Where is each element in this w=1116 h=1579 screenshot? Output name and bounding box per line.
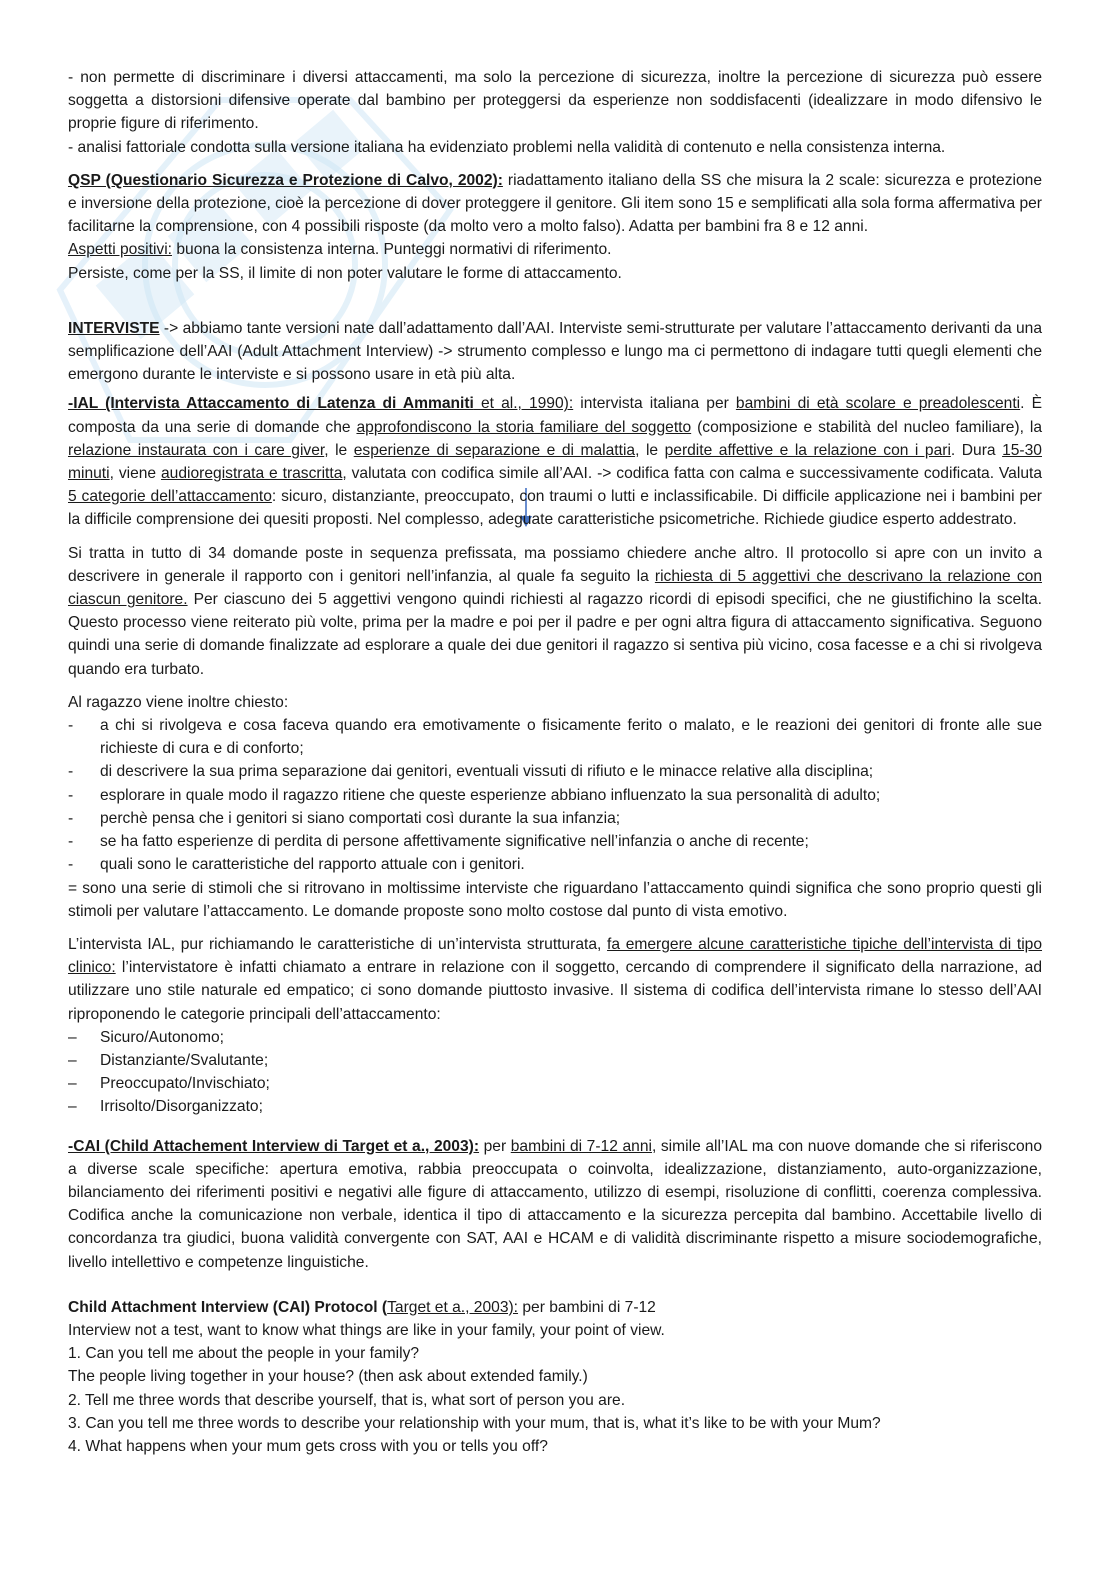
qsp-paragraph xyxy=(68,169,1042,239)
list-item-text: esplorare in quale modo il ragazzo ritiene che queste esperienze abbiano influenzato la sua personalità di adulto; xyxy=(100,786,881,804)
list-item xyxy=(68,1072,1042,1095)
protocol-paragraph xyxy=(68,542,1042,681)
list-item-text: di descrivere la sua prima separazione dai genitori, eventuali vissuti di rifiuto e le minacce relative alla disciplina; xyxy=(100,763,874,781)
ial-emph: relazione instaurata con i care giver xyxy=(68,441,325,459)
asked-conclusion: = sono una serie di stimoli che si ritrovano in moltissime interviste che riguardano l’attaccamento quindi significa che sono proprio questi gli stimoli per valutare l’attaccamento. Le domande proposte sono molto costose dal punto di vista emotivo. xyxy=(68,879,1042,920)
clinical-emph: fa emergere alcune caratteristiche tipiche dell’intervista di tipo clinico: xyxy=(68,935,1043,977)
intro-line-2: - analisi fattoriale condotta sulla versione italiana ha evidenziato problemi nella validità di contenuto e nella consistenza interna. xyxy=(68,138,946,156)
bullet-dash: – xyxy=(68,1028,77,1046)
ial-paragraph xyxy=(68,392,1042,531)
asked-intro: Al ragazzo viene inoltre chiesto: xyxy=(68,693,289,711)
interviste-text: -> abbiamo tante versioni nate dall’adattamento dall’AAI. Interviste semi-strutturate per valutare l’attaccamento derivanti da una semplificazione dell’AAI (Adult Attachment Interview) -> strumento complesso e lungo ma ci permettono di indagare tutti quegli elementi che emergono durante le interviste e si possono usare in età più alta. xyxy=(68,319,1042,384)
ial-emph: bambini di età scolare e preadolescenti xyxy=(735,395,1021,413)
bullet-dash: - xyxy=(68,763,74,781)
ial-text: (composizione e stabilità del nucleo familiare), la xyxy=(691,418,1042,436)
bullet-dash: - xyxy=(68,856,74,874)
list-item xyxy=(68,807,1042,830)
protocol-line: 2. Tell me three words that describe yourself, that is, what sort of person you are. xyxy=(68,1391,626,1409)
list-item xyxy=(68,714,1042,760)
cai-emph: bambini di 7-12 anni xyxy=(510,1137,652,1155)
list-item xyxy=(68,1026,1042,1049)
list-item xyxy=(68,1049,1042,1072)
ial-text: , le xyxy=(635,441,665,459)
ial-heading: -IAL (Intervista Attaccamento di Latenza di Ammaniti xyxy=(68,395,474,413)
protocol-line: The people living together in your house? (then ask about extended family.) xyxy=(68,1368,588,1386)
list-item xyxy=(68,853,1042,876)
cai-text: , simile all’IAL ma con nuove domande che si riferiscono a diverse scale specifiche: apertura emotiva, rabbia preoccupata o coinvolta, idealizzazione, distanziamento, auto-organizzazione, bilanciamento dei riferimenti positivi e negativi alle figure di attaccamento, utilizzo di esempi, risoluzione di conflitti, coerenza complessiva. Codifica anche la comunicazione non verbale, identica il tipo di attaccamento e la sicurezza percepita dal bambino. Accettabile livello di concordanza tra giudici, buona validità convergente con SAT, AAI e HCAM e di validità discriminante rispetto a misure sociodemografiche, livello intellettivo e competenze linguistiche. xyxy=(68,1137,1042,1271)
protocol-emph: richiesta di 5 aggettivi che descrivano la relazione con ciascun genitore. xyxy=(68,567,1042,609)
cai-protocol-heading-line xyxy=(68,1296,1042,1319)
qsp-positive-label: Aspetti positivi: xyxy=(68,241,173,259)
cai-protocol-paren: ( xyxy=(377,1298,388,1316)
list-item xyxy=(68,760,1042,783)
list-item xyxy=(68,830,1042,853)
interviste-heading: INTERVISTE xyxy=(68,319,160,337)
clinical-paragraph xyxy=(68,933,1042,1026)
cai-protocol-rest: per bambini di 7-12 xyxy=(518,1298,656,1316)
list-item-text: a chi si rivolgeva e cosa faceva quando era emotivamente o fisicamente ferito o malato, e le reazioni dei genitori di fronte alle sue richieste di cura e di conforto; xyxy=(100,717,1042,758)
bullet-dash: - xyxy=(68,717,74,735)
cai-heading: -CAI (Child Attachement Interview di Target et a., 2003): xyxy=(68,1137,480,1155)
protocol-line: Interview not a test, want to know what things are like in your family, your point of view. xyxy=(68,1321,665,1339)
intro-line-1: - non permette di discriminare i diversi attaccamenti, ma solo la percezione di sicurezza, inoltre la percezione di sicurezza può essere soggetta a distorsioni difensive operate dal bambino per proteggersi da esperienze non soddisfacenti (idealizzare in modo difensivo le proprie figure di riferimento. xyxy=(68,69,1042,133)
category-text: Distanziante/Svalutante; xyxy=(100,1051,269,1069)
list-item xyxy=(68,784,1042,807)
protocol-line: 1. Can you tell me about the people in your family? xyxy=(68,1345,420,1363)
bullet-dash: – xyxy=(68,1075,77,1093)
category-text: Sicuro/Autonomo; xyxy=(100,1028,224,1046)
document-page xyxy=(68,66,1042,1458)
ial-text: , valutata con codifica simile all’AAI. -> codifica fatta con calma e successivamente codificata. Valuta xyxy=(342,465,1042,483)
ial-text: , viene xyxy=(109,465,161,483)
bullet-dash: - xyxy=(68,833,74,851)
ial-heading-rest: et al., 1990): xyxy=(473,395,574,413)
bullet-dash: – xyxy=(68,1051,77,1069)
ial-emph: audioregistrata e trascritta xyxy=(161,465,343,483)
protocol-line: 4. What happens when your mum gets cross with you or tells you off? xyxy=(68,1437,548,1455)
category-text: Preoccupato/Invischiato; xyxy=(100,1075,270,1093)
bullet-dash: – xyxy=(68,1098,77,1116)
cai-paragraph xyxy=(68,1135,1042,1274)
ial-emph: 15-30 minuti xyxy=(68,441,1042,483)
qsp-positive-text: buona la consistenza interna. Punteggi normativi di riferimento. xyxy=(172,241,612,259)
qsp-positive xyxy=(68,238,1042,261)
category-text: Irrisolto/Disorganizzato; xyxy=(100,1098,263,1116)
cai-protocol-ref: Target et a., 2003): xyxy=(387,1298,519,1316)
clinical-text: L’intervista IAL, pur richiamando le caratteristiche di un’intervista strutturata, xyxy=(68,935,608,953)
bullet-dash: - xyxy=(68,809,74,827)
ial-emph: esperienze di separazione e di malattia xyxy=(353,441,636,459)
qsp-text: riadattamento italiano della SS che misura la 2 scale: sicurezza e protezione e inversione della protezione, cioè la percezione di dover proteggere il genitore. Gli item sono 15 e semplificati alla sola forma affermativa per facilitarne la comprensione, con 4 possibili risposte (da molto vero a molto falso). Adatta per bambini fra 8 e 12 anni. xyxy=(68,171,1042,236)
cai-protocol-heading: Child Attachment Interview (CAI) Protocol xyxy=(68,1298,378,1316)
qsp-limit: Persiste, come per la SS, il limite di non poter valutare le forme di attaccamento. xyxy=(68,264,622,282)
protocol-text: Si tratta in tutto di 34 domande poste in sequenza prefissata, ma possiamo chiedere anche altro. Il protocollo si apre con un invito a descrivere in generale il rapporto con i genitori nell’infanzia, al quale fa seguito la xyxy=(68,544,1042,585)
cai-text: per xyxy=(479,1137,511,1155)
list-item xyxy=(68,1095,1042,1118)
ial-text: . Dura xyxy=(950,441,1003,459)
ial-emph: perdite affettive e la relazione con i pari xyxy=(664,441,951,459)
list-item-text: perchè pensa che i genitori si siano comportati così durante la sua infanzia; xyxy=(100,809,621,827)
list-item-text: quali sono le caratteristiche del rapporto attuale con i genitori. xyxy=(100,856,525,874)
ial-text: , le xyxy=(324,441,354,459)
protocol-line: 3. Can you tell me three words to describe your relationship with your mum, that is, what it’s like to be with your Mum? xyxy=(68,1414,881,1432)
ial-text: : sicuro, distanziante, preoccupato, con traumi o lutti e inclassificabile. Di difficile applicazione nei i bambini per la difficile comprensione dei quesiti proposti. Nel complesso, adeguate caratteristiche psicometriche. Richiede giudice esperto addestrato. xyxy=(68,488,1042,529)
ial-text: intervista italiana per xyxy=(573,395,736,413)
clinical-text: l’intervistatore è infatti chiamato a entrare in relazione con il soggetto, cercando di comprendere il significato della narrazione, ad utilizzare uno stile naturale ed empatico; ci sono domande piuttosto invasive. Il sistema di codifica dell’intervista rimane lo stesso dell’AAI riproponendo le categorie principali dell’attaccamento: xyxy=(68,959,1042,1023)
ial-text: . È composta da una serie di domande che xyxy=(68,395,1042,436)
qsp-heading: QSP (Questionario Sicurezza e Protezione di Calvo, 2002): xyxy=(68,171,503,189)
ial-emph: 5 categorie dell’attaccamento xyxy=(68,488,272,506)
interviste-paragraph xyxy=(68,317,1042,387)
ial-emph: approfondiscono la storia familiare del soggetto xyxy=(356,418,692,436)
protocol-text: Per ciascuno dei 5 aggettivi vengono quindi richiesti al ragazzo ricordi di episodi specifici, che ne giustifichino la scelta. Questo processo viene reiterato più volte, prima per la madre e poi per il padre e per ogni altra figura di attaccamento significativa. Seguono quindi una serie di domande finalizzate ad esplorare a quale dei due genitori il ragazzo si sentiva più vicino, cosa facesse e a chi si rivolgeva quando era turbato. xyxy=(68,591,1043,678)
bullet-dash: - xyxy=(68,786,74,804)
list-item-text: se ha fatto esperienze di perdita di persone affettivamente significative nell’infanzia o anche di recente; xyxy=(100,833,809,851)
